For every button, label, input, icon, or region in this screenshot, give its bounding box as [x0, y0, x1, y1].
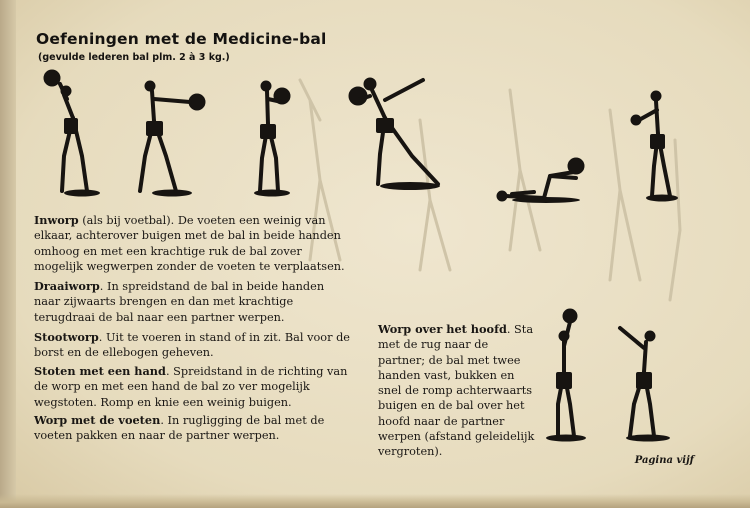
exercise-name: Stoten met een hand — [34, 364, 166, 378]
exercise-name: Worp over het hoofd — [378, 322, 507, 336]
exercise-illustrations-top — [40, 66, 460, 206]
figure-throw-in — [44, 70, 100, 197]
exercise-description: . Uit te voeren in stand of in zit. Bal voor de borst en de ellebogen geheven. — [34, 331, 350, 360]
figure-foot-throw — [497, 158, 584, 203]
exercise-description: . Spreidstand in de richting van de worp en met een hand de bal zo ver mogelijk wegstoten. Romp en knie een weinig buigen. — [34, 365, 348, 409]
exercise-paragraph — [34, 213, 350, 274]
exercise-name: Stootworp — [34, 330, 99, 344]
page-bottom-edge — [0, 494, 750, 508]
exercise-description: . Sta met de rug naar de partner; de bal met twee handen vast, bukken en snel de romp achterwaarts buigen en de bal over het hoofd naar de partner werpen (afstand geleidelijk vergroten). — [378, 323, 535, 459]
figure-catch — [631, 91, 678, 202]
figure-one-hand-push — [349, 78, 440, 190]
exercise-paragraph — [34, 279, 350, 325]
exercise-illustrations-bottom — [538, 306, 698, 446]
exercise-name: Inworp — [34, 213, 79, 227]
book-binding — [0, 0, 16, 508]
exercise-paragraph — [34, 364, 350, 410]
exercise-description: . In rugligging de bal met de voeten pakken en naar de partner werpen. — [34, 414, 325, 443]
page-subtitle: (gevulde lederen bal plm. 2 à 3 kg.) — [38, 52, 230, 63]
exercise-description: . In spreidstand de bal in beide handen naar zijwaarts brengen en dan met krachtige terugdraai de bal naar een partner werpen. — [34, 280, 325, 324]
page-number: Pagina vijf — [634, 455, 694, 466]
exercise-paragraph — [34, 330, 350, 361]
figure-over-head-throw — [546, 309, 586, 442]
exercise-paragraph — [378, 322, 536, 460]
exercise-name: Draaiworp — [34, 279, 100, 293]
figure-partner-catch — [620, 328, 670, 442]
page-title: Oefeningen met de Medicine-bal — [36, 30, 327, 48]
figure-chest-push — [254, 81, 290, 197]
figure-turn-throw — [140, 81, 205, 197]
exercise-illustrations-right — [494, 88, 684, 213]
exercise-paragraph — [34, 413, 350, 444]
exercise-name: Worp met de voeten — [34, 413, 161, 427]
exercise-description: (als bij voetbal). De voeten een weinig van elkaar, achterover buigen met de bal in beide handen omhoog en met een krachtige ruk de bal zover mogelijk wegwerpen zonder de voeten te verplaatsen. — [34, 214, 345, 273]
